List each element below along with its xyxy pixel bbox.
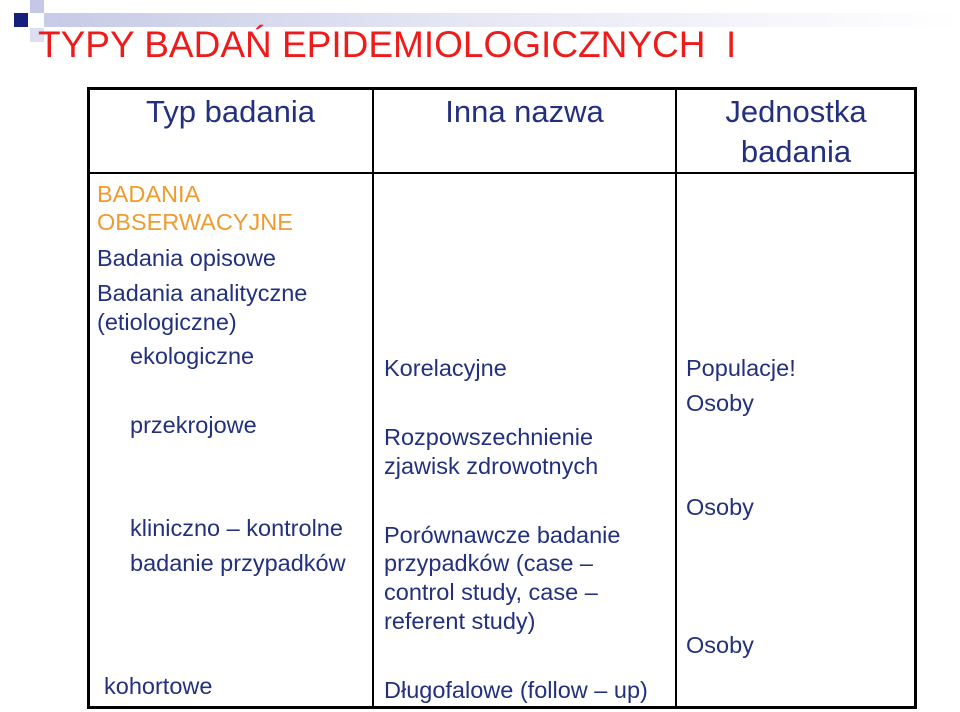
unit-case-control: Osoby [686, 494, 754, 520]
column-divider [675, 88, 677, 708]
other-name-case-control-line-4: referent study) [384, 608, 536, 634]
other-name-ecological: Korelacyjne [384, 355, 507, 381]
header-unit-line-1: Jednostka [725, 94, 867, 129]
other-name-cohort: Długofalowe (follow – up) [384, 677, 648, 703]
category-label-line-2: OBSERWACYJNE [97, 209, 293, 235]
header-study-type: Typ badania [146, 94, 315, 129]
column-divider [372, 88, 374, 708]
header-unit-line-2: badania [740, 134, 852, 169]
study-type-cross-sectional: przekrojowe [130, 412, 257, 438]
header-divider [88, 172, 916, 174]
other-name-cross-sectional-line-1: Rozpowszechnienie [384, 424, 594, 450]
study-type-descriptive: Badania opisowe [97, 245, 276, 271]
study-type-case-control-line-2: badanie przypadków [130, 550, 346, 576]
study-type-case-control-line-1: kliniczno – kontrolne [130, 515, 343, 541]
category-label-line-1: BADANIA [97, 181, 201, 207]
study-type-cohort: kohortowe [104, 673, 213, 699]
unit-cohort: Osoby [686, 632, 754, 658]
other-name-case-control-line-1: Porównawcze badanie [384, 522, 621, 548]
study-type-analytical-line-1: Badania analityczne [97, 280, 308, 306]
decor-square-navy [14, 13, 28, 27]
header-other-name: Inna nazwa [445, 94, 604, 129]
study-type-ecological: ekologiczne [130, 343, 255, 369]
unit-cross-sectional: Osoby [686, 390, 754, 416]
other-name-case-control-line-2: przypadków (case – [384, 550, 593, 576]
unit-ecological: Populacje! [686, 355, 796, 381]
slide-title: TYPY BADAŃ EPIDEMIOLOGICZNYCH I [38, 24, 737, 65]
study-type-analytical-line-2: (etiologiczne) [97, 309, 237, 335]
other-name-case-control-line-3: control study, case – [384, 579, 598, 605]
other-name-cross-sectional-line-2: zjawisk zdrowotnych [384, 453, 599, 479]
decor-square-light [30, 0, 44, 13]
